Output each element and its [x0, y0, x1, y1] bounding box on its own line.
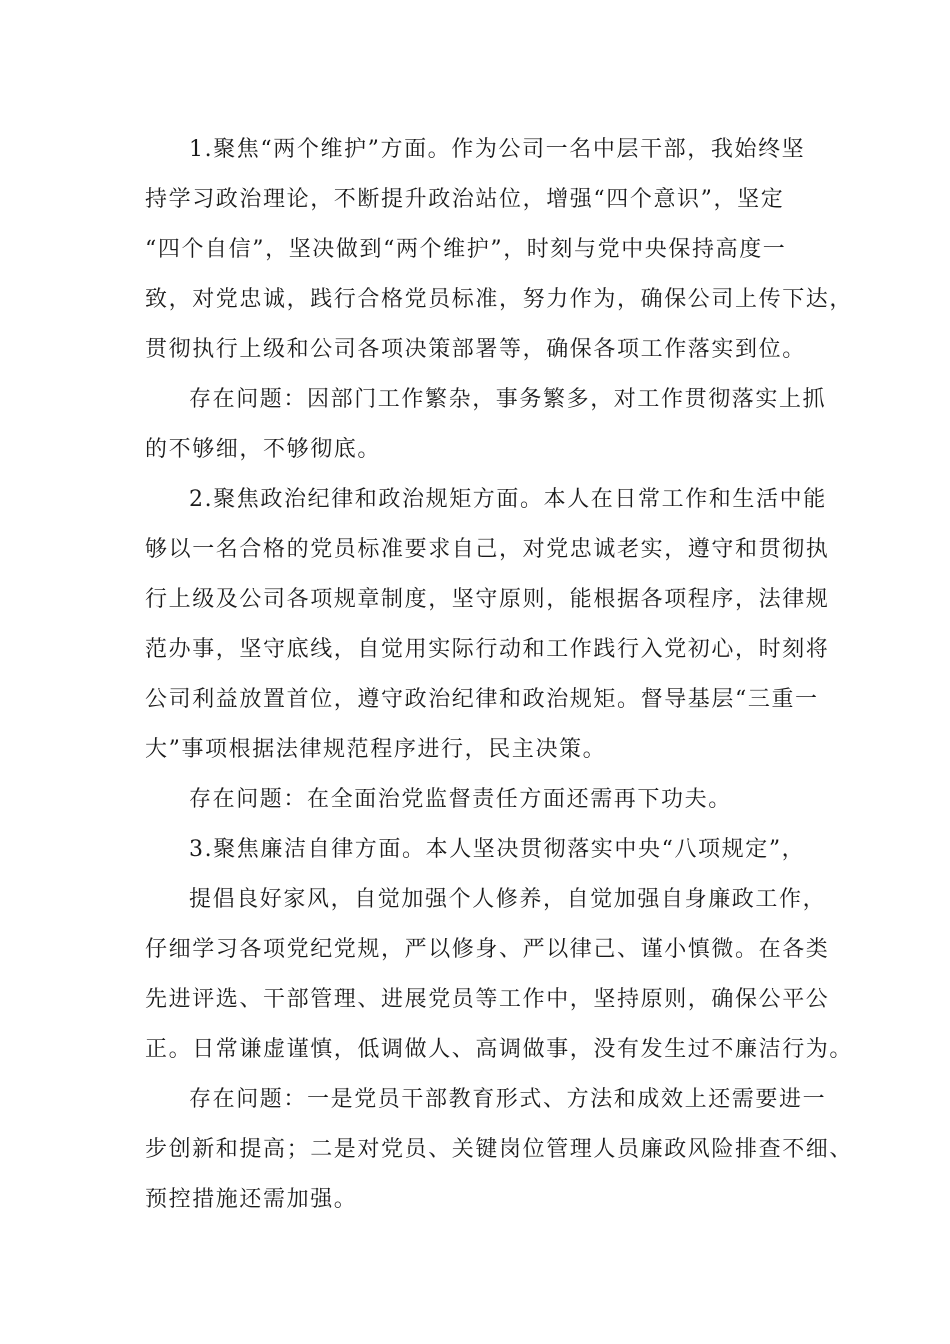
text-line: “四个自信”，坚决做到“两个维护”，时刻与党中央保持高度一: [145, 237, 787, 262]
text-line: 范办事，坚守底线，自觉用实际行动和工作践行入党初心，时刻将: [145, 637, 830, 662]
text-line: 仔细学习各项党纪党规，严以修身、严以律己、谨小慎微。在各类: [145, 937, 830, 962]
text-line: 大”事项根据法律规范程序进行，民主决策。: [145, 737, 607, 762]
text-line: 行上级及公司各项规章制度，坚守原则，能根据各项程序，法律规: [145, 587, 830, 612]
text-line: 先进评选、干部管理、进展党员等工作中，坚持原则，确保公平公: [145, 987, 830, 1012]
text-line: 致，对党忠诚，践行合格党员标准，努力作为，确保公司上传下达，: [145, 287, 854, 312]
text-line: 贯彻执行上级和公司各项决策部署等，确保各项工作落实到位。: [145, 337, 806, 362]
text-line: 3.聚焦廉洁自律方面。本人坚决贯彻落实中央“八项规定”，: [189, 837, 806, 862]
text-line: 1.聚焦“两个维护”方面。作为公司一名中层干部，我始终坚: [189, 137, 806, 162]
text-line: 公司利益放置首位，遵守政治纪律和政治规矩。督导基层“三重一: [145, 687, 819, 712]
text-line: 存在问题：因部门工作繁杂，事务繁多，对工作贯彻落实上抓: [189, 387, 827, 412]
text-line: 存在问题：一是党员干部教育形式、方法和成效上还需要进一: [189, 1087, 827, 1112]
text-line: 的不够细，不够彻底。: [145, 437, 382, 462]
text-line: 2.聚焦政治纪律和政治规矩方面。本人在日常工作和生活中能: [189, 487, 827, 512]
text-line: 正。日常谦虚谨慎，低调做人、高调做事，没有发生过不廉洁行为。: [145, 1037, 854, 1062]
text-line: 步创新和提高；二是对党员、关键岗位管理人员廉政风险排查不细、: [145, 1137, 854, 1162]
text-line: 提倡良好家风，自觉加强个人修养，自觉加强自身廉政工作，: [189, 887, 827, 912]
text-line: 持学习政治理论，不断提升政治站位，增强“四个意识”，坚定: [145, 187, 785, 212]
text-line: 够以一名合格的党员标准要求自己，对党忠诚老实，遵守和贯彻执: [145, 537, 830, 562]
text-line: 存在问题：在全面治党监督责任方面还需再下功夫。: [189, 787, 732, 812]
text-line: 预控措施还需加强。: [145, 1187, 358, 1212]
